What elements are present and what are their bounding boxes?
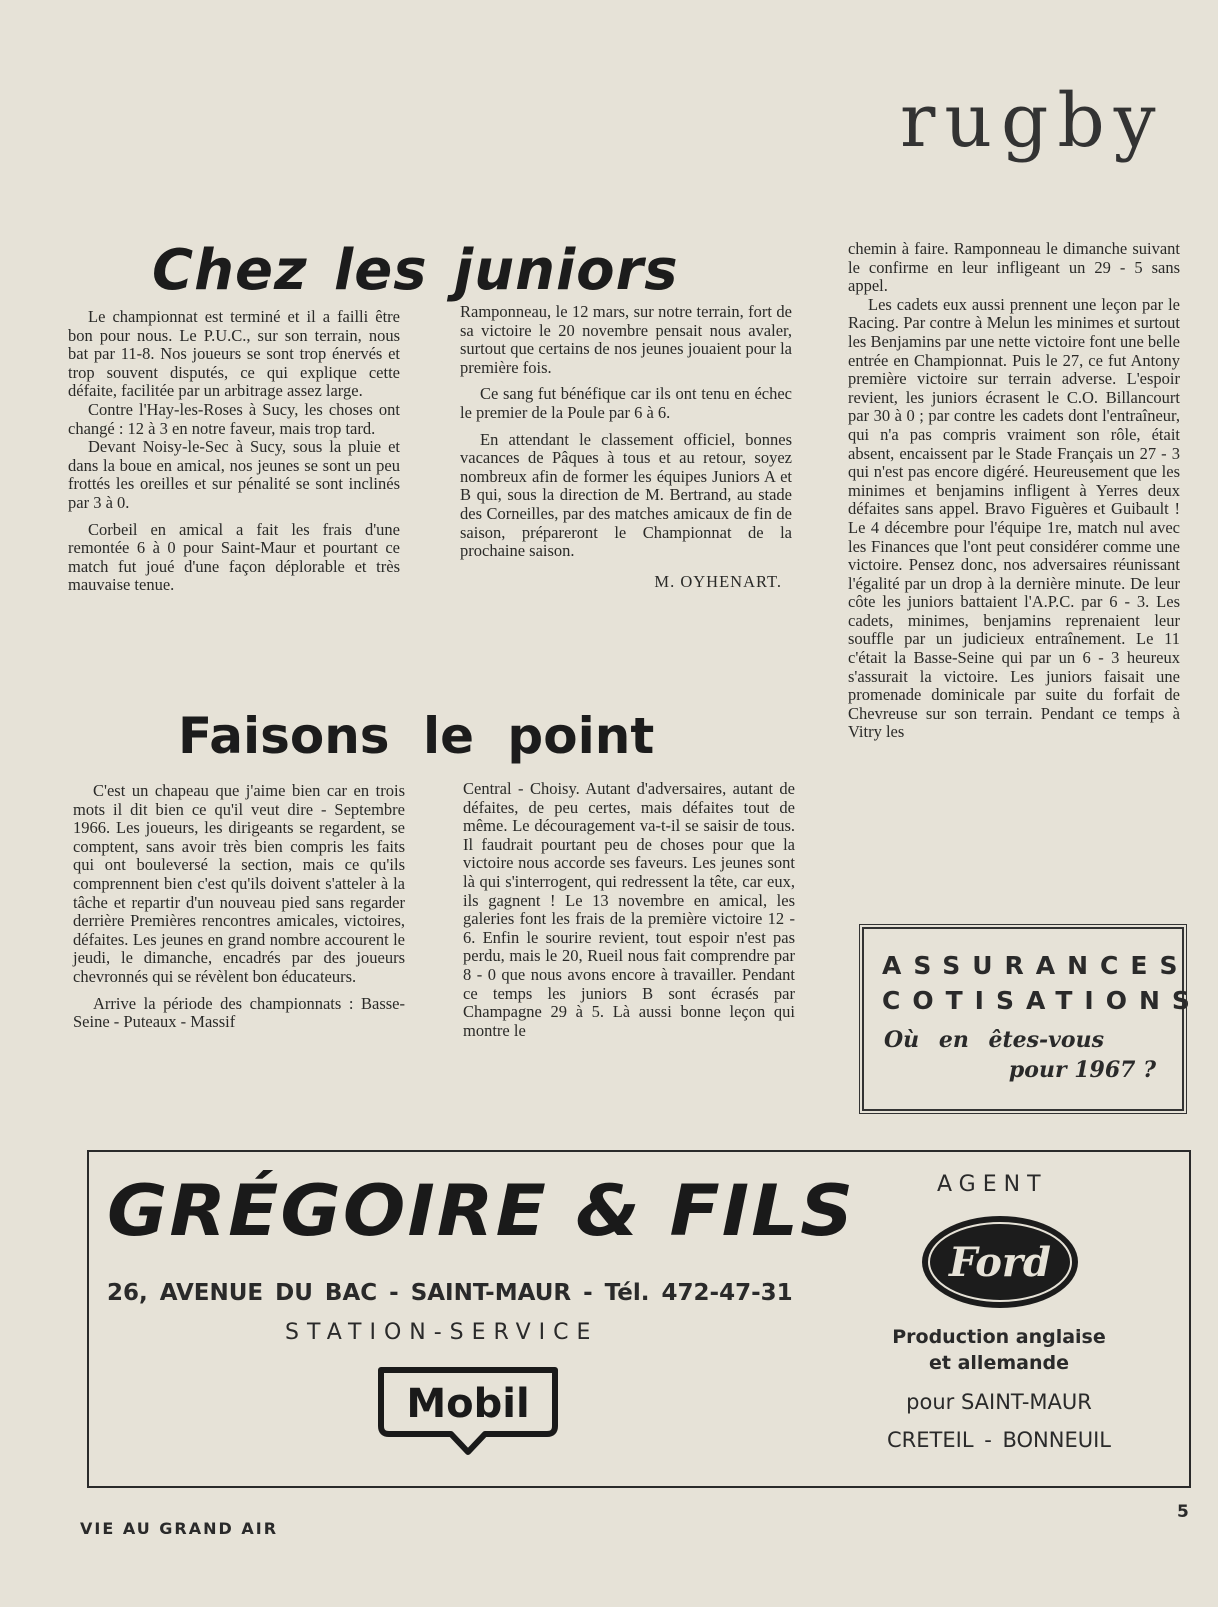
mobil-logo-icon: [373, 1364, 563, 1456]
article2-headline: Faisons le point: [178, 707, 655, 765]
ford-logo-icon: [917, 1210, 1083, 1314]
article-paragraph: Arrive la période des championnats : Basse-Seine - Puteaux - Massif: [73, 993, 405, 1032]
ad-production-line1: Production anglaise: [892, 1326, 1106, 1348]
article-paragraph: Le championnat est terminé et il a failli être bon pour nous. Le P.U.C., sur son terrain, nous bat par 11-8. Nos joueurs se sont trop énervés et trop souvent disputés, ce qui explique cette défaite, facilitée par un arbitrage assez large.: [68, 307, 400, 401]
page-number: 5: [1177, 1502, 1189, 1522]
ad-agent-label: AGENT: [937, 1172, 1048, 1197]
ford-logo-text: Ford: [949, 1239, 1051, 1286]
article-paragraph: Ce sang fut bénéfique car ils ont tenu en échec le premier de la Poule par 6 à 6.: [460, 384, 792, 422]
article2-column-1: [73, 782, 405, 1032]
magazine-title: VIE AU GRAND AIR: [80, 1519, 279, 1538]
ad-location-line: pour SAINT-MAUR: [906, 1390, 1092, 1414]
ad-cities-line: CRETEIL - BONNEUIL: [887, 1428, 1111, 1452]
article1-column-2: [460, 303, 792, 591]
dues-heading: COTISATIONS: [882, 986, 1202, 1015]
article-paragraph: C'est un chapeau que j'aime bien car en trois mots il dit bien ce qu'il veut dire - Septembre 1966. Les joueurs, les dirigeants se regardent, se comptent, sans avoir très bien compris les faits qui ont bouleversé la section, mais ce qu'ils comprennent bien c'est qu'ils doivent s'atteler à la tâche et repartir d'un nouveau pied sans regarder derrière Premières rencontres amicales, victoires, défaites. Les jeunes en grand nombre accourent le jeudi, le dimanche, encadrés par des joueurs chevronnés qui se révèlent bon éducateurs.: [73, 781, 405, 986]
article1-column-1: [68, 308, 400, 595]
ad-service-label: STATION-SERVICE: [285, 1320, 599, 1345]
insurance-reminder-box: [862, 927, 1202, 1111]
article-paragraph: Ramponneau, le 12 mars, sur notre terrain, fort de sa victoire le 20 novembre pensait nous avaler, surtout que certains de nos jeunes jouaient pour la première fois.: [460, 302, 792, 377]
article-paragraph: Corbeil en amical a fait les frais d'une remontée 6 à 0 pour Saint-Maur et pourtant ce match fut joué d'une façon déplorable et très mauvaise tenue.: [68, 519, 400, 595]
article2-column-3: [848, 240, 1180, 742]
ad-business-name: GRÉGOIRE & FILS: [107, 1170, 856, 1252]
section-title: rugby: [900, 78, 1165, 164]
article2-column-2: [463, 780, 795, 1040]
article-paragraph: chemin à faire. Ramponneau le dimanche suivant le confirme en leur infligeant un 29 - 5 sans appel.: [848, 239, 1180, 296]
article-paragraph: Contre l'Hay-les-Roses à Sucy, les choses ont changé : 12 à 3 en notre faveur, mais trop tard.: [68, 399, 400, 438]
insurance-heading: ASSURANCES: [882, 951, 1190, 980]
insurance-question-line2: pour 1967 ?: [1008, 1057, 1156, 1083]
article1-headline: Chez les juniors: [152, 238, 679, 303]
article-paragraph: En attendant le classement officiel, bonnes vacances de Pâques à tous et au retour, soyez nombreux afin de former les équipes Juniors A et B qui, sous la direction de M. Bertrand, au stade des Corneilles, par des matches amicaux de fin de saison, prépareront le Championnat de la prochaine saison.: [460, 429, 792, 561]
ad-production-info: [849, 1324, 1149, 1376]
ad-address: 26, AVENUE DU BAC - SAINT-MAUR - Tél. 472-47-31: [107, 1280, 793, 1306]
mobil-logo-text: Mobil: [406, 1381, 530, 1427]
article-paragraph: Central - Choisy. Autant d'adversaires, autant de défaites, de peu certes, mais défaites tout de même. Le découragement va-t-il se saisir de tous. Il faudrait pourtant peu de choses pour que la victoire nous accorde ses faveurs. Les jeunes sont là qui s'interrogent, qui redressent la tête, car eux, ils gagnent ! Le 13 novembre en amical, les galeries font les frais de la première victoire 12 - 6. Enfin le sourire revient, tout espoir n'est pas perdu, mais le 20, Rueil nous fait comprendre par 8 - 0 que nous avons encore à travailler. Pendant ce temps les juniors B sont écrasés par Champagne 29 à 5. Là aussi bonne leçon qui montre le: [463, 779, 795, 1040]
article-paragraph: Devant Noisy-le-Sec à Sucy, sous la pluie et dans la boue en amical, nos jeunes se sont un peu frottés les oreilles et sur pénalité se sont inclinés par 3 à 0.: [68, 437, 400, 512]
ad-production-line2: et allemande: [929, 1352, 1069, 1374]
insurance-question-line1: Où en êtes-vous: [884, 1027, 1104, 1053]
advertisement: [87, 1150, 1191, 1488]
article1-signature: M. OYHENART.: [654, 571, 782, 591]
article-paragraph: Les cadets eux aussi prennent une leçon par le Racing. Par contre à Melun les minimes et surtout les Benjamins par une nette victoire font une belle entrée en Championnat. Puis le 27, ce fut Antony première victoire sur terrain adverse. L'espoir revient, les juniors écrasent le C.O. Billancourt par 30 à 0 ; par contre les cadets dont l'entraîneur, qui n'a pas compris vraiment son rôle, était absent, encaissent par le Stade Français un 27 - 3 qui n'est pas encore digéré. Heureusement que les minimes et benjamins infligent à Yerres deux défaites sans appel. Bravo Figuères et Guibault ! Le 4 décembre pour l'équipe 1re, match nul avec les Finances que l'ont peut considérer comme une victoire. Pensez donc, nos adversaires réunissant l'égalité par un drop à la dernière minute. De leur côte les juniors battaient l'A.P.C. par 6 - 3. Les cadets, minimes, benjamins reprenaient leur souffle par un judicieux entraînement. Le 11 c'était la Basse-Seine qui par un 6 - 3 heureux s'assurait la victoire. Les juniors faisait une promenade dominicale par suite du forfait de Chevreuse sur son terrain. Pendant ce temps à Vitry les: [848, 294, 1180, 742]
